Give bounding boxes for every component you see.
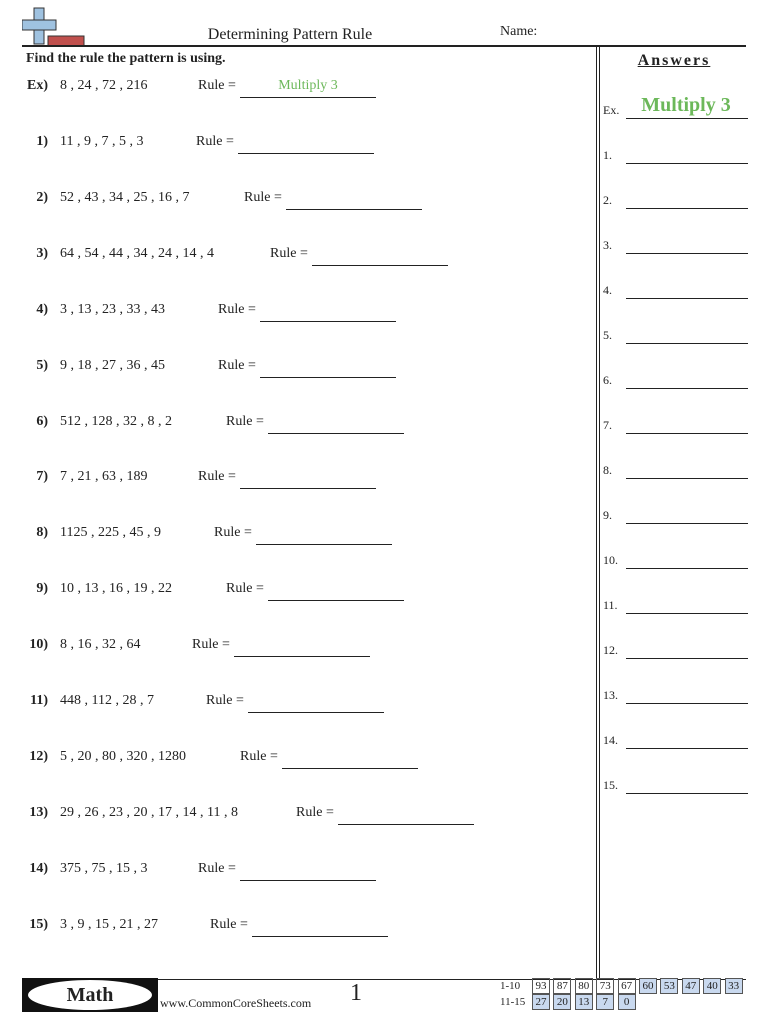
rule-answer-blank[interactable] — [260, 377, 396, 378]
rule-answer-blank[interactable] — [248, 712, 384, 713]
example-answer: Multiply 3 — [641, 94, 731, 116]
answer-blank[interactable] — [626, 478, 748, 479]
answer-blank[interactable] — [626, 208, 748, 209]
problem-number: 4) — [36, 301, 48, 317]
header-divider — [22, 45, 746, 47]
column-divider-inner — [599, 45, 600, 979]
problem-sequence: 5 , 20 , 80 , 320 , 1280 — [60, 748, 186, 764]
answer-blank[interactable] — [626, 298, 748, 299]
answer-label: 12. — [603, 643, 618, 657]
problem-number: 13) — [29, 804, 48, 820]
rule-label: Rule = — [218, 301, 256, 317]
rule-label: Rule = — [214, 525, 252, 541]
answer-blank[interactable] — [626, 163, 748, 164]
rule-label: Rule = — [198, 78, 236, 93]
problem-sequence: 11 , 9 , 7 , 5 , 3 — [60, 134, 144, 149]
problem-sequence: 8 , 24 , 72 , 216 — [60, 78, 148, 93]
math-label: Math — [28, 980, 152, 1010]
answer-blank[interactable] — [626, 388, 748, 389]
score-row1-label: 1-10 — [500, 980, 521, 992]
answer-label: 14. — [603, 733, 618, 747]
score-cell: 73 — [596, 978, 614, 994]
problem-sequence: 7 , 21 , 63 , 189 — [60, 469, 148, 485]
problem-number: 3) — [36, 245, 48, 261]
problem-number: 7) — [36, 469, 48, 485]
answer-blank[interactable] — [626, 343, 748, 344]
score-row2-label: 11-15 — [500, 996, 526, 1008]
score-cell: 13 — [575, 994, 593, 1010]
problem-sequence: 512 , 128 , 32 , 8 , 2 — [60, 413, 172, 429]
rule-answer-blank[interactable] — [260, 321, 396, 322]
problem-sequence: 1125 , 225 , 45 , 9 — [60, 525, 161, 541]
rule-label: Rule = — [192, 637, 230, 653]
website-link: www.CommonCoreSheets.com — [160, 996, 312, 1010]
rule-label: Rule = — [270, 245, 308, 261]
answer-label: 4. — [603, 283, 612, 297]
rule-label: Rule = — [198, 860, 236, 876]
answer-label: 5. — [603, 328, 612, 342]
answer-label: 2. — [603, 193, 612, 207]
rule-answer-blank[interactable] — [234, 656, 370, 657]
problem-number: 6) — [36, 413, 48, 429]
problem-number: 1) — [36, 134, 48, 149]
name-label: Name: — [500, 24, 538, 39]
rule-label: Rule = — [226, 413, 264, 429]
problem-number: 15) — [29, 916, 48, 932]
problem-sequence: 448 , 112 , 28 , 7 — [60, 693, 154, 708]
rule-label: Rule = — [244, 189, 282, 205]
score-cell: 27 — [532, 994, 550, 1010]
example-rule-answer: Multiply 3 — [278, 78, 338, 93]
problem-sequence: 3 , 9 , 15 , 21 , 27 — [60, 916, 158, 932]
problem-number: 8) — [36, 525, 48, 541]
instructions: Find the rule the pattern is using. — [26, 51, 226, 66]
answer-line — [240, 97, 376, 98]
rule-answer-blank[interactable] — [312, 265, 448, 266]
score-cell: 47 — [682, 978, 700, 994]
rule-label: Rule = — [210, 916, 248, 932]
answer-blank[interactable] — [626, 658, 748, 659]
answer-label: 1. — [603, 148, 612, 162]
answer-label: 6. — [603, 373, 612, 387]
rule-label: Rule = — [226, 581, 264, 597]
answer-label: 11. — [603, 598, 618, 612]
rule-answer-blank[interactable] — [240, 488, 376, 489]
answer-blank[interactable] — [626, 253, 748, 254]
answer-label: 9. — [603, 508, 612, 522]
answer-label: 13. — [603, 688, 618, 702]
answer-label: 7. — [603, 418, 612, 432]
answer-blank[interactable] — [626, 568, 748, 569]
answer-label-example: Ex. — [603, 103, 620, 117]
problem-number: 5) — [36, 357, 48, 373]
problem-sequence: 52 , 43 , 34 , 25 , 16 , 7 — [60, 189, 190, 205]
rule-answer-blank[interactable] — [338, 824, 474, 825]
rule-answer-blank[interactable] — [286, 209, 422, 210]
rule-answer-blank[interactable] — [238, 153, 374, 154]
plus-logo-icon — [22, 6, 86, 48]
page-number: 1 — [350, 980, 362, 1006]
answer-blank[interactable] — [626, 613, 748, 614]
score-cell: 33 — [725, 978, 743, 994]
problem-number: 14) — [29, 860, 48, 876]
problem-sequence: 375 , 75 , 15 , 3 — [60, 860, 148, 876]
problem-number: 11) — [30, 693, 48, 708]
score-cell: 53 — [660, 978, 678, 994]
rule-answer-blank[interactable] — [282, 768, 418, 769]
score-cell: 93 — [532, 978, 550, 994]
score-cell: 40 — [703, 978, 721, 994]
problem-number: 12) — [29, 748, 48, 764]
problem-number: 10) — [29, 637, 48, 653]
rule-label: Rule = — [196, 134, 234, 149]
score-cell: 60 — [639, 978, 657, 994]
rule-label: Rule = — [206, 693, 244, 708]
rule-answer-blank[interactable] — [268, 433, 404, 434]
problem-sequence: 64 , 54 , 44 , 34 , 24 , 14 , 4 — [60, 245, 214, 261]
problem-sequence: 10 , 13 , 16 , 19 , 22 — [60, 581, 172, 597]
answer-line-example — [626, 118, 748, 119]
score-cell: 67 — [618, 978, 636, 994]
problem-sequence: 3 , 13 , 23 , 33 , 43 — [60, 301, 165, 317]
answer-blank[interactable] — [626, 433, 748, 434]
problem-number: 2) — [36, 189, 48, 205]
rule-answer-blank[interactable] — [240, 880, 376, 881]
rule-label: Rule = — [218, 357, 256, 373]
answer-label: 15. — [603, 778, 618, 792]
page-title: Determining Pattern Rule — [207, 26, 373, 43]
score-cell: 87 — [553, 978, 571, 994]
column-divider — [596, 45, 597, 979]
answers-title: Answers — [637, 52, 711, 69]
answer-blank[interactable] — [626, 793, 748, 794]
answer-blank[interactable] — [626, 703, 748, 704]
problem-sequence: 8 , 16 , 32 , 64 — [60, 637, 141, 653]
score-cell: 20 — [553, 994, 571, 1010]
rule-label: Rule = — [198, 469, 236, 485]
problem-number: Ex) — [27, 78, 48, 93]
rule-label: Rule = — [240, 748, 278, 764]
problem-sequence: 9 , 18 , 27 , 36 , 45 — [60, 357, 165, 373]
score-cell: 7 — [596, 994, 614, 1010]
problem-sequence: 29 , 26 , 23 , 20 , 17 , 14 , 11 , 8 — [60, 804, 238, 820]
rule-answer-blank[interactable] — [256, 544, 392, 545]
rule-answer-blank[interactable] — [252, 936, 388, 937]
score-cell: 0 — [618, 994, 636, 1010]
rule-label: Rule = — [296, 804, 334, 820]
answer-blank[interactable] — [626, 748, 748, 749]
answer-blank[interactable] — [626, 523, 748, 524]
rule-answer-blank[interactable] — [268, 600, 404, 601]
score-cell: 80 — [575, 978, 593, 994]
problem-number: 9) — [36, 581, 48, 597]
answer-label: 8. — [603, 463, 612, 477]
answer-label: 10. — [603, 553, 618, 567]
answer-label: 3. — [603, 238, 612, 252]
